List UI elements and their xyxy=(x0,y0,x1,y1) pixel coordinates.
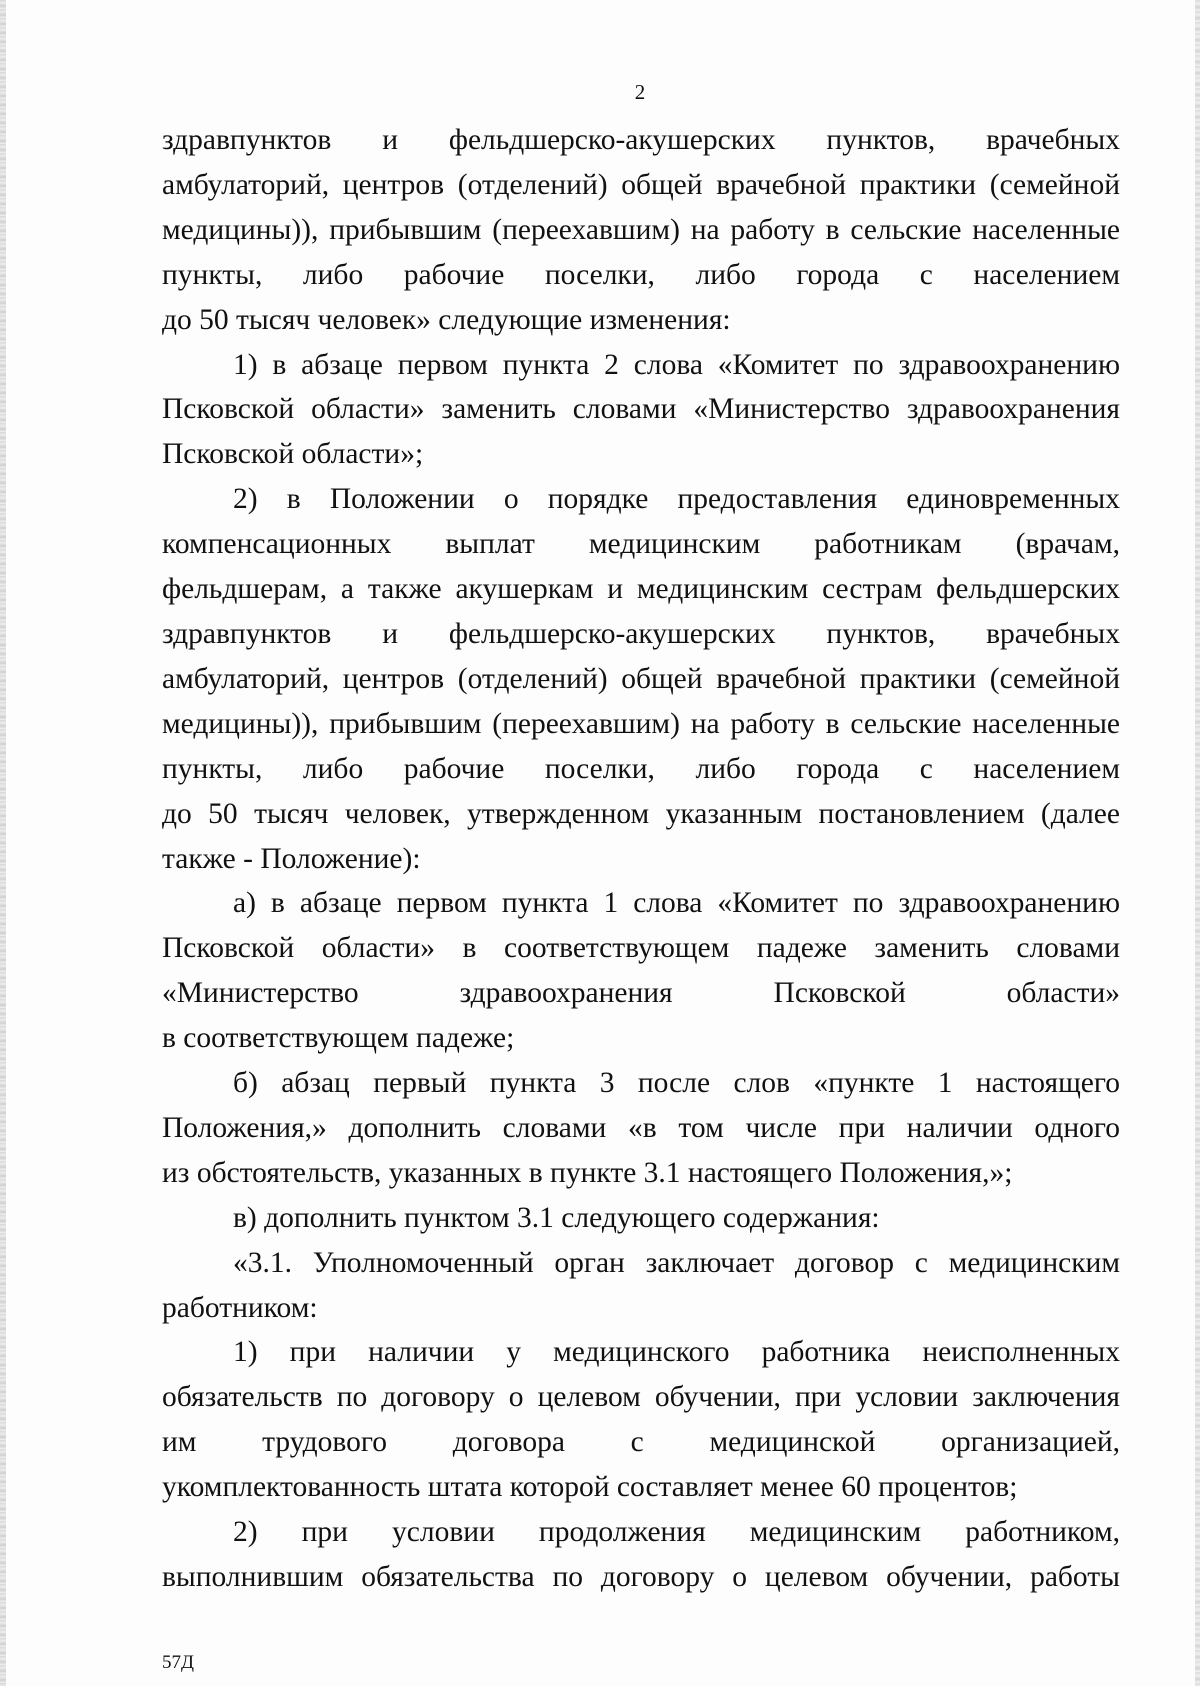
text-line: а) в абзаце первом пункта 1 слова «Комитет по здравоохранению xyxy=(233,887,1120,920)
text-line: пункты, либо рабочие поселки, либо города с населением xyxy=(162,258,1120,291)
text-line: им трудового договора с медицинской организацией, xyxy=(162,1426,1120,1459)
paragraph xyxy=(162,343,1120,478)
text-line: амбулаторий, центров (отделений) общей врачебной практики (семейной xyxy=(162,662,1120,695)
text-line: работником: xyxy=(162,1291,318,1324)
text-line: укомплектованность штата которой составляет менее 60 процентов; xyxy=(162,1471,1018,1504)
text-line: выполнившим обязательства по договору о целевом обучении, работы xyxy=(162,1561,1120,1593)
text-line: амбулаторий, центров (отделений) общей врачебной практики (семейной xyxy=(162,168,1120,201)
text-line: до 50 тысяч человек» следующие изменения: xyxy=(162,303,731,336)
footer-code: 57Д xyxy=(162,1652,194,1673)
page-number: 2 xyxy=(634,80,646,104)
text-line: Псковской области»; xyxy=(162,438,424,471)
text-line: 2) в Положении о порядке предоставления единовременных xyxy=(233,483,1120,516)
text-line: 1) в абзаце первом пункта 2 слова «Комитет по здравоохранению xyxy=(233,348,1120,381)
text-line: обязательств по договору о целевом обучении, при условии заключения xyxy=(162,1381,1120,1414)
text-line: «Министерство здравоохранения Псковской области» xyxy=(162,977,1120,1010)
text-line: 2) при условии продолжения медицинским работником, xyxy=(233,1516,1120,1549)
text-line: Положения,» дополнить словами «в том числе при наличии одного xyxy=(162,1111,1120,1144)
text-line: Псковской области» в соответствующем падеже заменить словами xyxy=(162,932,1120,965)
paragraph xyxy=(162,1510,1120,1600)
text-line: также - Положение): xyxy=(162,842,421,875)
paragraph xyxy=(162,1241,1120,1331)
text-line: медицины)), прибывшим (переехавшим) на работу в сельские населенные xyxy=(162,707,1120,740)
text-line: «3.1. Уполномоченный орган заключает договор с медицинским xyxy=(233,1246,1120,1279)
text-line: 1) при наличии у медицинского работника неисполненных xyxy=(233,1336,1120,1369)
text-line: Псковской области» заменить словами «Министерство здравоохранения xyxy=(162,393,1120,426)
text-line: до 50 тысяч человек, утвержденном указанным постановлением (далее xyxy=(162,797,1120,830)
scan-edge-left xyxy=(0,0,6,1686)
text-line: фельдшерам, а также акушеркам и медицинским сестрам фельдшерских xyxy=(162,573,1120,606)
text-line: в соответствующем падеже; xyxy=(162,1022,515,1055)
paragraph xyxy=(162,118,1120,343)
text-line: пункты, либо рабочие поселки, либо города с населением xyxy=(162,752,1120,785)
scan-edge-right xyxy=(1195,0,1200,1686)
paragraph xyxy=(162,477,1120,881)
paragraph xyxy=(162,1330,1120,1510)
paragraph xyxy=(162,1061,1120,1196)
text-line: здравпунктов и фельдшерско-акушерских пунктов, врачебных xyxy=(162,124,1120,156)
text-line: в) дополнить пунктом 3.1 следующего содержания: xyxy=(233,1201,880,1234)
text-line: б) абзац первый пункта 3 после слов «пункте 1 настоящего xyxy=(233,1067,1120,1100)
text-line: медицины)), прибывшим (переехавшим) на работу в сельские населенные xyxy=(162,213,1120,246)
paragraph xyxy=(162,1196,1120,1241)
text-line: здравпунктов и фельдшерско-акушерских пунктов, врачебных xyxy=(162,617,1120,650)
text-line: из обстоятельств, указанных в пункте 3.1 настоящего Положения,»; xyxy=(162,1156,1013,1189)
paragraph xyxy=(162,881,1120,1061)
text-line: компенсационных выплат медицинским работникам (врачам, xyxy=(162,528,1120,561)
document-body xyxy=(162,118,1120,1600)
